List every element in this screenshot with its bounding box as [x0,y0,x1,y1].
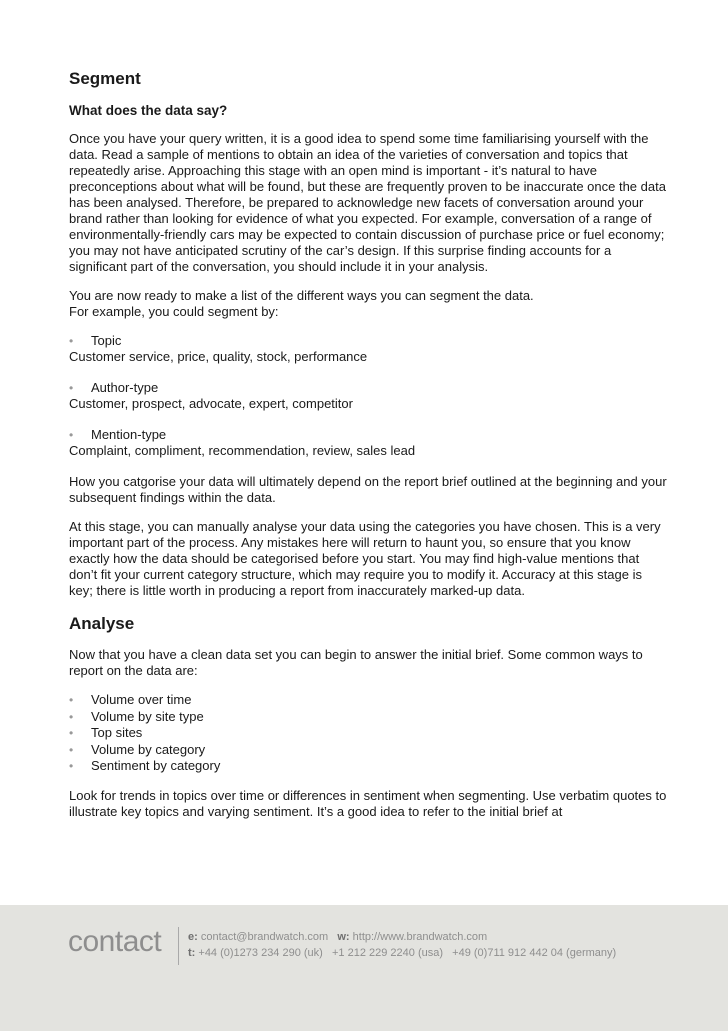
list-item [69,742,669,759]
phone-label: t: [188,947,196,959]
list-item-label: Volume by category [91,741,206,757]
segment-paragraph-2-line-2: For example, you could segment by: [69,304,279,319]
bullet-icon: • [69,759,74,773]
segment-option-label: Mention-type [91,427,167,442]
list-item [69,692,669,709]
email-link[interactable]: contact@brandwatch.com [200,931,329,943]
footer-contact-lines [188,929,616,961]
segment-option [69,427,669,459]
analyse-heading: Analyse [69,614,135,633]
segment-option-detail: Customer, prospect, advocate, expert, competitor [69,396,353,411]
bullet-icon: • [69,381,74,395]
list-item-label: Top sites [91,725,143,740]
segment-option-detail: Complaint, compliment, recommendation, review, sales lead [69,443,416,458]
document-page [69,68,669,833]
footer-divider [178,927,179,965]
bullet-icon: • [69,428,74,442]
bullet-icon: • [69,726,74,740]
segment-option-label-row [69,380,669,396]
bullet-icon: • [69,709,74,724]
bullet-icon: • [69,742,74,757]
segment-option [69,333,669,365]
segment-option [69,380,669,412]
list-item-label: Volume by site type [91,708,204,724]
contact-footer [0,905,728,1031]
list-item [69,725,669,742]
footer-line-2 [188,945,616,961]
segment-option-label: Topic [91,333,122,348]
phone-numbers: +44 (0)1273 234 290 (uk) +1 212 229 2240 (usa) +49 (0)711 912 442 04 (germany) [198,947,617,959]
list-item [69,758,669,775]
segment-paragraph-2 [69,288,669,320]
segment-question: What does the data say? [69,103,228,118]
segment-option-label-row [69,427,669,443]
email-label: e: [188,931,198,943]
web-link[interactable]: http://www.brandwatch.com [352,931,488,943]
segment-paragraph-3: How you catgorise your data will ultimately depend on the report brief outlined at the beginning and your subsequent findings within the data. [69,474,667,505]
footer-logo: contact [68,925,162,958]
analyse-paragraph-1: Now that you have a clean data set you can begin to answer the initial brief. Some common ways to report on the data are: [69,647,643,678]
segment-paragraph-1: Once you have your query written, it is a good idea to spend some time familiarising yourself with the data. Read a sample of mentions to obtain an idea of the varieties of conversation and topics that repeatedly arise. Approaching this stage with an open mind is important - it’s natural to have preconceptions about what will be found, but these are frequently proven to be inaccurate once the data has been analysed. Therefore, be prepared to acknowledge new facets of conversation around your brand rather than looking for evidence of what you expected. For example, conversation of a range of environmentally-friendly cars may be expected to contain discussion of purchase price or fuel economy; you may not have anticipated scrutiny of the car’s design. If this surprise finding accounts for a significant part of the conversation, you should include it in your analysis. [69,131,666,274]
segment-option-label: Author-type [91,380,159,395]
list-item [69,709,669,726]
list-item-label: Sentiment by category [91,758,221,773]
list-item-label: Volume over time [91,692,192,707]
bullet-icon: • [69,693,74,707]
bullet-icon: • [69,334,74,348]
footer-line-1 [188,929,616,945]
segment-paragraph-2-line-1: You are now ready to make a list of the different ways you can segment the data. [69,288,534,303]
segment-option-detail: Customer service, price, quality, stock, performance [69,349,368,364]
segment-paragraph-4: At this stage, you can manually analyse your data using the categories you have chosen. This is a very important part of the process. Any mistakes here will return to haunt you, so ensure that you know exactly how the data should be categorised before you start. You may find high-value mentions that don’t fit your current category structure, which may require you to modify it. Accuracy at this stage is key; there is little worth in producing a report from inaccurately marked-up data. [69,519,661,598]
web-label: w: [337,931,350,943]
segment-option-label-row [69,333,669,349]
report-list [69,692,669,775]
segment-heading: Segment [69,69,141,88]
analyse-paragraph-2: Look for trends in topics over time or differences in sentiment when segmenting. Use verbatim quotes to illustrate key topics and varying sentiment. It’s a good idea to refer to the initial brief at [69,787,667,819]
